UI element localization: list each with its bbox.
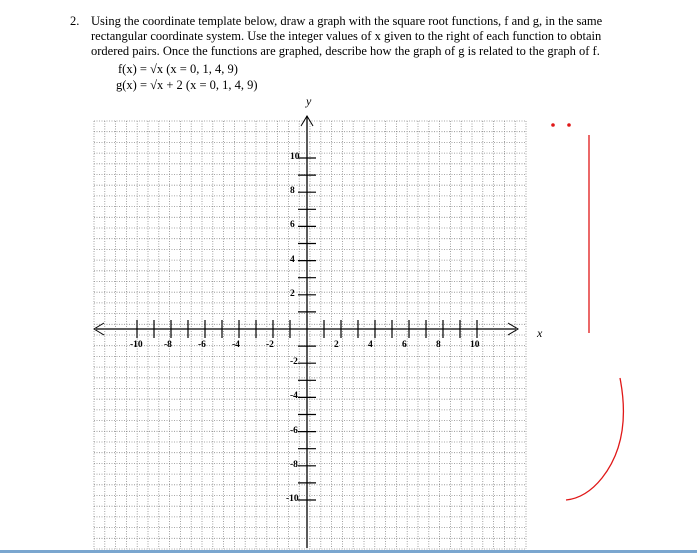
y-tick-label: -8: [290, 459, 298, 470]
problem-line-3: ordered pairs. Once the functions are graphed, describe how the graph of g is related to the graph of f.: [91, 44, 600, 58]
grid-lines: [94, 121, 526, 549]
problem-line-2: rectangular coordinate system. Use the integer values of x given to the right of each function to obtain: [91, 29, 602, 43]
question-number: 2.: [70, 14, 80, 28]
red-dot: [567, 123, 571, 127]
red-annotations: [551, 123, 623, 500]
y-tick-label: 10: [290, 152, 300, 162]
y-tick-label: -2: [290, 357, 298, 368]
problem-line-1: Using the coordinate template below, draw a graph with the square root functions, f and g, in the same: [91, 14, 603, 28]
function-g-definition: g(x) = √x + 2 (x = 0, 1, 4, 9): [116, 78, 258, 92]
y-tick-label: -4: [290, 391, 298, 402]
x-tick-label: 4: [368, 340, 373, 350]
x-tick-label: -2: [266, 340, 274, 350]
y-axis-label: y: [306, 94, 312, 108]
y-tick-label: 2: [290, 288, 295, 299]
y-tick-label: 8: [290, 186, 295, 197]
x-tick-label: -4: [232, 340, 240, 350]
y-tick-label: -10: [286, 494, 299, 504]
x-axis-label: x: [537, 326, 543, 340]
x-tick-label: -6: [198, 340, 206, 350]
x-tick-label: 8: [436, 340, 441, 350]
red-curve-stroke: [566, 378, 623, 500]
x-tick-label: 2: [334, 340, 339, 350]
x-tick-label: 6: [402, 340, 407, 350]
y-tick-label: 6: [290, 220, 295, 231]
x-tick-label: 10: [470, 340, 480, 350]
y-tick-label: 4: [290, 254, 295, 265]
x-tick-label: -10: [130, 340, 143, 350]
red-dot: [551, 123, 555, 127]
x-tick-label: -8: [164, 340, 172, 350]
y-tick-label: -6: [290, 425, 298, 436]
function-f-definition: f(x) = √x (x = 0, 1, 4, 9): [118, 62, 238, 76]
